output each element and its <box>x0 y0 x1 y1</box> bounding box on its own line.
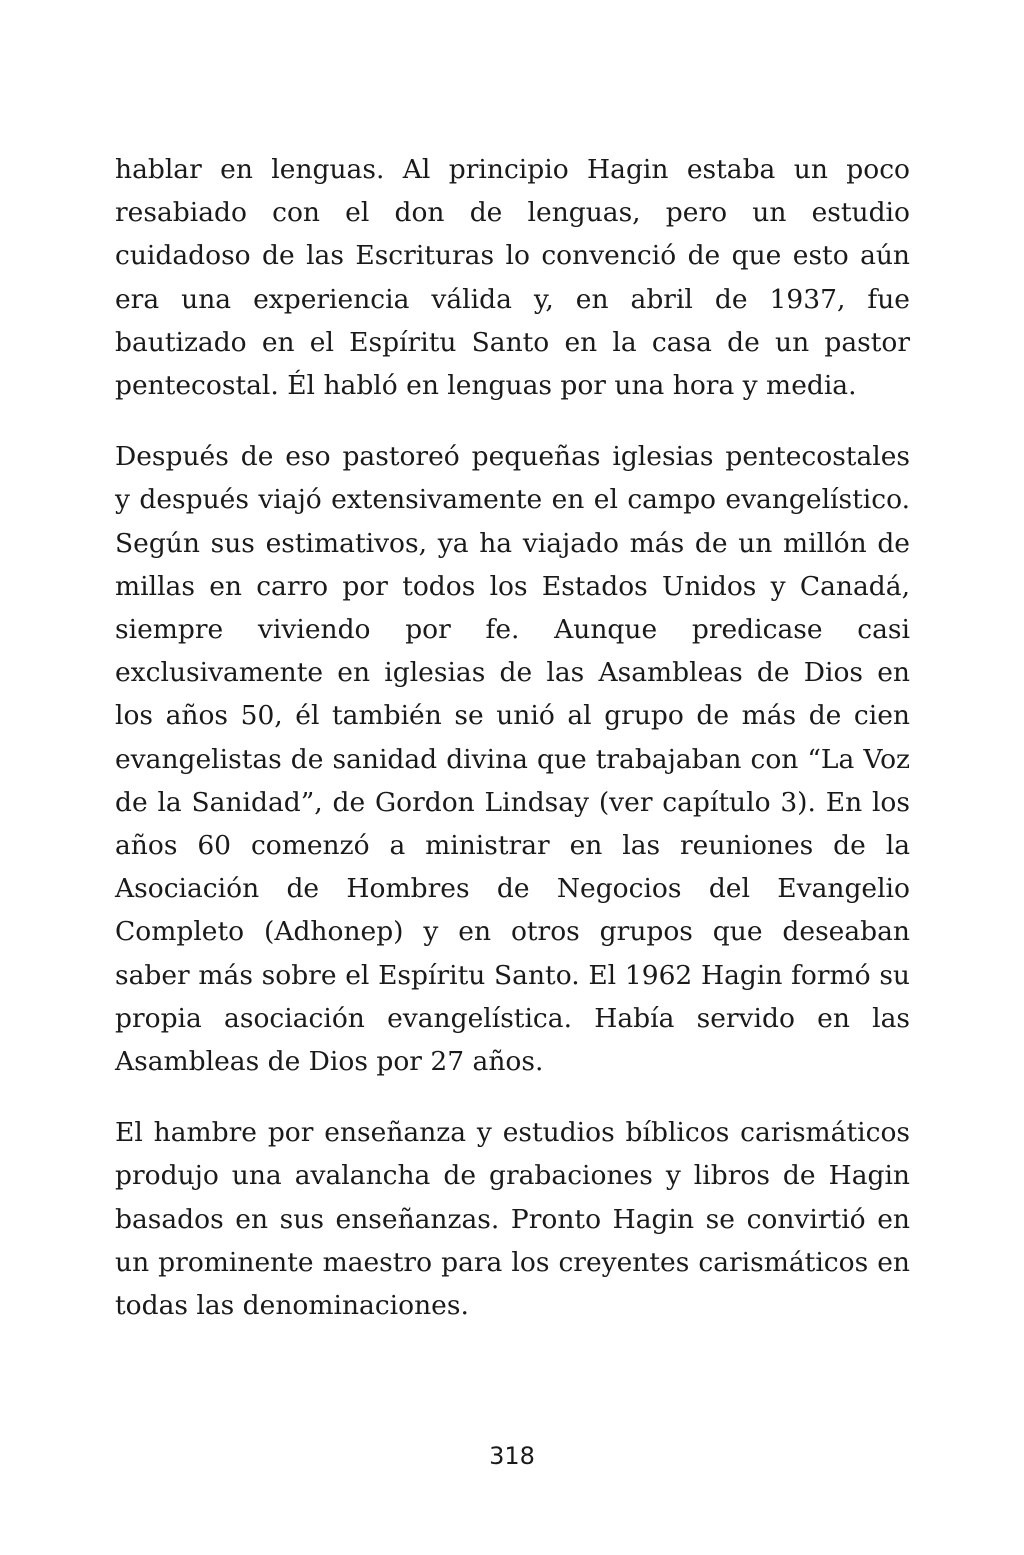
body-text <box>115 148 910 1355</box>
paragraph-2: Después de eso pastoreó pequeñas iglesias pentecostales y después viajó extensivamente en el campo evangelístico. Según sus estimativos, ya ha viajado más de un millón de millas en carro por todos los Estados Unidos y Canadá, siempre viviendo por fe. Aunque predicase casi exclusivamente en iglesias de las Asambleas de Dios en los años 50, él también se unió al grupo de más de cien evangelistas de sanidad divina que trabajaban con “La Voz de la Sanidad”, de Gordon Lindsay (ver capítulo 3). En los años 60 comenzó a ministrar en las reuniones de la Asociación de Hombres de Negocios del Evangelio Completo (Adhonep) y en otros grupos que deseaban saber más sobre el Espíritu Santo. El 1962 Hagin formó su propia asociación evangelística. Había servido en las Asambleas de Dios por 27 años. <box>115 441 910 1078</box>
page-number: 318 <box>489 1442 535 1470</box>
paragraph-1: hablar en lenguas. Al principio Hagin estaba un poco resabiado con el don de lenguas, pero un estudio cuidadoso de las Escrituras lo convenció de que esto aún era una experiencia válida y, en abril de 1937, fue bautizado en el Espíritu Santo en la casa de un pastor pentecostal. Él habló en lenguas por una hora y media. <box>115 154 910 402</box>
paragraph-3: El hambre por enseñanza y estudios bíblicos carismáticos produjo una avalancha de grabaciones y libros de Hagin basados en sus enseñanzas. Pronto Hagin se convirtió en un prominente maestro para los creyentes carismáticos en todas las denominaciones. <box>115 1117 910 1322</box>
